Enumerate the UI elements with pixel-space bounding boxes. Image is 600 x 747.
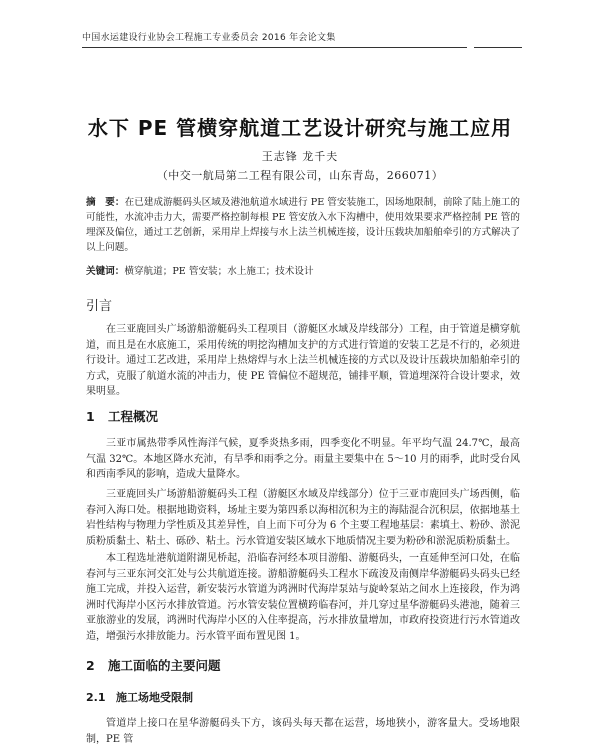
running-header: 中国水运建设行业协会工程施工专业委员会 2016 年会论文集	[82, 33, 336, 43]
abstract-label: 摘 要：	[86, 197, 125, 208]
abstract	[86, 195, 520, 255]
keywords	[86, 264, 520, 279]
section-1-paragraph-2: 三亚鹿回头广场游船游艇码头工程（游艇区水域及岸线部分）位于三亚市鹿回头广场西侧，临春河入海口处。根据地勘资料，场址主要为第四系以海相沉积为主的海陆混合沉积层，依据地基土岩性结构与物理力学性质及其差异性，自上而下可分为 6 个主要工程地基层：素填土、粉砂、淤泥质粉质黏土、粘土、砾砂、粘土。污水管道安装区域水下地质情况主要为粉砂和淤泥质粉质黏土。	[86, 489, 520, 547]
subsection-2-1-number: 2.1	[86, 691, 106, 704]
header-rule-left	[82, 47, 467, 48]
section-1-paragraph-3: 本工程选址港航道附湖见桥起，沿临春河经本项目游船、游艇码头，一直延伸至河口处，在临春河与三亚东河交汇处与公共航道连接。游船游艇码头工程水下疏浚及南侧岸华游艇码头码头已经施工完成，并投入运营，新安装污水管道为鸿洲时代海岸泵站与旋岭泵站之间水上连接段，作为鸿洲时代海岸小区污水排放管道。污水管安装位置横跨临春河，并几穿过星华游艇码头港池，随着三亚旅游业的发展，鸿洲时代海岸小区的入住率提高，污水排放量增加，市政府投资进行污水管道改造，增强污水排放能力。污水管平面布置见图 1。	[86, 553, 520, 642]
section-2-number: 2	[86, 658, 95, 673]
subsection-2-1-paragraph: 管道岸上接口在星华游艇码头下方，该码头每天都在运营，场地狭小，游客量大。受场地限制，PE 管	[86, 718, 520, 745]
keywords-label: 关键词：	[86, 266, 125, 277]
subsection-2-1-heading	[86, 689, 193, 705]
section-1-title: 工程概况	[108, 409, 159, 424]
paper-authors: 王志锋 龙千夫	[261, 150, 339, 163]
section-1-number: 1	[86, 409, 95, 424]
header-rule-right	[474, 47, 522, 48]
section-2-title: 施工面临的主要问题	[108, 658, 221, 673]
subsection-2-1-title: 施工场地受限制	[116, 691, 193, 704]
section-2-heading	[86, 656, 221, 674]
intro-paragraph: 在三亚鹿回头广场游船游艇码头工程项目（游艇区水域及岸线部分）工程，由于管道是横穿航道，而且是在水底施工，采用传统的明挖沟槽加支护的方式进行管道的安装工艺是不行的，必须进行设计。通过工艺改进，采用岸上热熔焊与水上法兰机械连接的方式以及设计压载块加船舶牵引的方式，克服了航道水流的冲击力，使 PE 管偏位不超规范，铺排平顺，管道埋深符合设计要求，效果明显。	[86, 324, 520, 397]
section-1-heading	[86, 407, 158, 425]
paper-affiliation: （中交一航局第二工程有限公司，山东青岛，266071）	[156, 169, 444, 182]
section-1-paragraph-1: 三亚市属热带季风性海洋气候，夏季炎热多雨，四季变化不明显。年平均气温 24.7℃，最高气温 32℃。本地区降水充沛，有旱季和雨季之分。雨量主要集中在 5～10 月的雨季，此时受台风和西南季风的影响，造成大量降水。	[86, 438, 520, 480]
keywords-text: 横穿航道；PE 管安装；水上施工；技术设计	[124, 266, 314, 277]
abstract-text: 在已建成游艇码头区域及港池航道水域进行 PE 管安装施工，因场地限制，前除了陆上施工的可能性，水流冲击力大，需要严格控制每根 PE 管安放入水下沟槽中，使用效果要求严格控制 PE 管的埋深及偏位，通过工艺创新，采用岸上焊接与水上法兰机械连接，设计压载块加船舶牵引的方式解决了以上问题。	[86, 197, 521, 253]
paper-title: 水下 PE 管横穿航道工艺设计研究与施工应用	[87, 116, 513, 140]
intro-heading: 引言	[86, 299, 113, 314]
